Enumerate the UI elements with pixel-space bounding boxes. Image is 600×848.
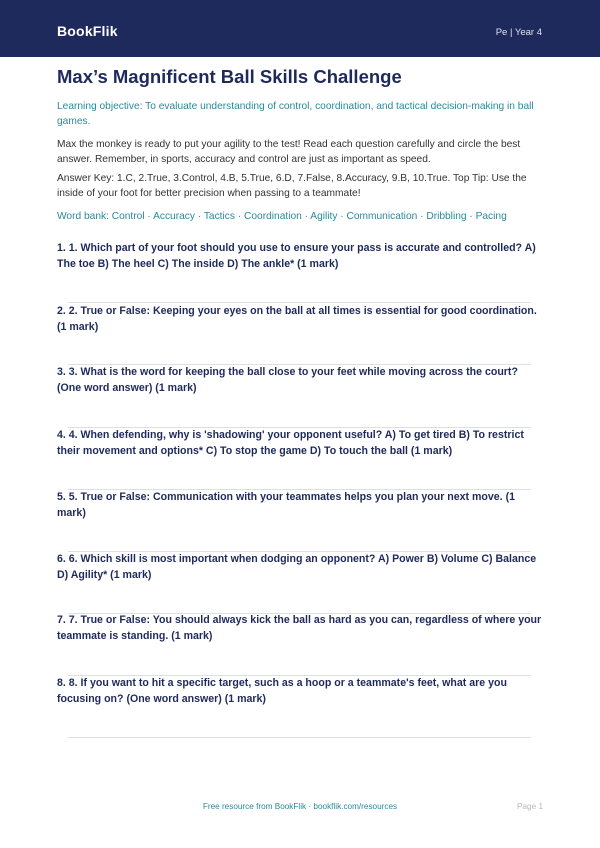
question-1: 1. 1. Which part of your foot should you use to ensure your pass is accurate and controlled? A) The toe B) The heel C) The inside D) The ankle* (1 mark) xyxy=(57,242,536,270)
subject-year-label: Pe | Year 4 xyxy=(495,27,542,38)
footer-resource-link[interactable]: Free resource from BookFlik · bookflik.com/resources xyxy=(202,802,398,811)
question-3: 3. 3. What is the word for keeping the ball close to your feet while moving across the court? (One word answer) (1 mark) xyxy=(57,366,518,394)
question-6: 6. 6. Which skill is most important when dodging an opponent? A) Power B) Volume C) Balance D) Agility* (1 mark) xyxy=(57,553,537,581)
answer-key: Answer Key: 1.C, 2.True, 3.Control, 4.B, 5.True, 6.D, 7.False, 8.Accuracy, 9.B, 10.True. Top Tip: Use the inside of your foot for better precision when passing to a teammate! xyxy=(57,173,527,199)
question-5: 5. 5. True or False: Communication with your teammates helps you plan your next move. (1 mark) xyxy=(57,491,515,519)
page-header xyxy=(0,0,600,57)
question-4: 4. 4. When defending, why is 'shadowing' your opponent useful? A) To get tired B) To restrict their movement and options* C) To stop the game D) To touch the ball (1 mark) xyxy=(57,429,524,457)
worksheet-title: Max’s Magnificent Ball Skills Challenge xyxy=(57,66,402,87)
question-7: 7. 7. True or False: You should always kick the ball as hard as you can, regardless of where your teammate is standing. (1 mark) xyxy=(57,614,542,642)
instructions: Max the monkey is ready to put your agility to the test! Read each question carefully and circle the best answer. Remember, in sports, accuracy and control are just as important as speed. xyxy=(57,139,521,165)
word-bank: Word bank: Control · Accuracy · Tactics · Coordination · Agility · Communication · Dribbling · Pacing xyxy=(57,211,507,222)
question-8: 8. 8. If you want to hit a specific target, such as a hoop or a teammate's feet, what are you focusing on? (One word answer) (1 mark) xyxy=(57,677,507,705)
question-2: 2. 2. True or False: Keeping your eyes on the ball at all times is essential for good coordination. (1 mark) xyxy=(57,305,537,333)
learning-objective: Learning objective: To evaluate understanding of control, coordination, and tactical decision-making in ball games. xyxy=(57,101,534,127)
answer-line-8 xyxy=(68,737,531,738)
page-number: Page 1 xyxy=(517,802,543,811)
brand-logo: BookFlik xyxy=(57,23,118,39)
